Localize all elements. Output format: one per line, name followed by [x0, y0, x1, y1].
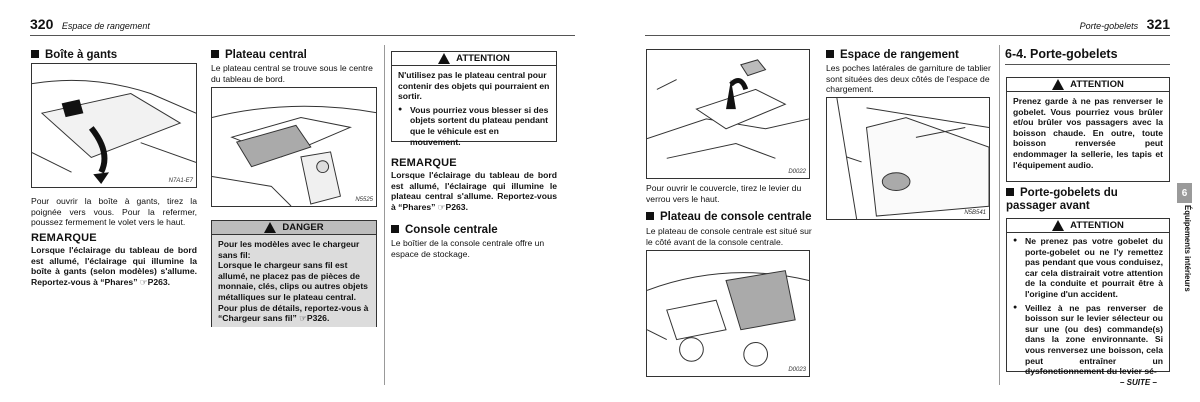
- glovebox-remark-heading: REMARQUE: [31, 232, 97, 244]
- glovebox-remark-text: Lorsque l'éclairage du tableau de bord est allumé, l'éclairage qui illumine la boîte à gants (selon modèles) s'allume. Reportez-vous à “Phares” ☞P263.: [31, 245, 197, 287]
- storage-heading: Espace de rangement: [826, 49, 959, 62]
- right-page-header: [1080, 16, 1170, 34]
- left-header-rule: [30, 35, 575, 36]
- warning-triangle-icon: [1052, 220, 1064, 231]
- console-tray-heading: Plateau de console centrale: [646, 211, 811, 224]
- cupholder-bullet-2: ● Veillez à ne pas renverser de boisson sur le levier sélecteur ou sur une (ou des) commande(s) dans la zone environnante. Si vous renversez une boisson, cela peut entraîner un dysfonctionnement du levier sé-: [1013, 303, 1163, 377]
- console-text: Le boîtier de la console centrale offre un espace de stockage.: [391, 238, 545, 259]
- right-page-title: Porte-gobelets: [1079, 21, 1139, 31]
- central-tray-illustration: N5525: [211, 87, 377, 207]
- danger-box: [211, 220, 377, 327]
- danger-header: DANGER: [212, 221, 376, 235]
- attention1-bullet: ● Vous pourriez vous blesser si des objets sortent du plateau pendant que le véhicule est en mouvement.: [398, 105, 550, 147]
- cupholders-attention-text: Prenez garde à ne pas renverser le gobelet. Vous pourriez vous brûler et/ou brûler vos passagers avec la boisson chaude. En outre, toute boisson renversée peut endommager la sellerie, les tapis et l'équipement audio.: [1013, 96, 1163, 170]
- right-page-number: 321: [1146, 16, 1170, 32]
- cupholder-bullet-1: ● Ne prenez pas votre gobelet du porte-gobelet ou ne l'y remettez pas pendant que vous conduisez, car cela distrairait votre attention de la conduite et pourrait être à l'origine d'un accident.: [1013, 236, 1163, 300]
- column-divider-right: [999, 45, 1000, 385]
- glovebox-text: Pour ouvrir la boîte à gants, tirez la poignée vers vous. Pour la refermer, poussez fermement le volet vers le haut.: [31, 196, 197, 228]
- storage-text: Les poches latérales de garniture de tablier sont situées des deux côtés de l'espace de chargement.: [826, 63, 991, 95]
- left-page-title: Espace de rangement: [61, 21, 150, 31]
- warning-triangle-icon: [264, 222, 276, 233]
- central-tray-text: Le plateau central se trouve sous le centre du tableau de bord.: [211, 63, 373, 84]
- front-cupholder-heading: Porte-gobelets du passager avant: [1006, 187, 1118, 212]
- remark2-text: Lorsque l'éclairage du tableau de bord est allumé, l'éclairage qui illumine le plateau central s'allume. Reportez-vous à “Phares” ☞P263.: [391, 170, 557, 212]
- glovebox-illustration: N7A1-E7: [31, 63, 197, 188]
- continued-footer: – SUITE –: [1120, 378, 1157, 387]
- attention-box-1: [391, 51, 557, 147]
- storage-illustration: N5B541: [826, 97, 990, 220]
- chapter-label: Équipements intérieurs: [1183, 205, 1192, 292]
- central-tray-heading: Plateau central: [211, 49, 307, 62]
- chapter-tab: 6: [1177, 183, 1192, 203]
- left-page-header: [30, 16, 150, 34]
- remark2-heading: REMARQUE: [391, 157, 457, 169]
- glovebox-heading: Boîte à gants: [31, 49, 117, 62]
- warning-triangle-icon: [438, 53, 450, 64]
- cupholders-rule: [1005, 64, 1170, 65]
- console-tray-illustration: D0023: [646, 250, 810, 377]
- left-page-number: 320: [30, 16, 54, 32]
- attention-header-1: ATTENTION: [392, 52, 556, 66]
- attention-header-3: ATTENTION: [1007, 219, 1169, 233]
- attention-box-3: [1006, 218, 1170, 377]
- attention-header-2: ATTENTION: [1007, 78, 1169, 92]
- cupholders-heading: 6-4. Porte-gobelets: [1005, 47, 1118, 61]
- attention-box-2: [1006, 77, 1170, 182]
- console-caption: Pour ouvrir le couvercle, tirez le levier du verrou vers le haut.: [646, 183, 802, 204]
- danger-text: Pour les modèles avec le chargeur sans fil: Lorsque le chargeur sans fil est allumé, ne placez pas de pièces de monnaie, clés, clips ou autres objets métalliques sur le plateau central. Pour plus de détails, reportez-vous à “Chargeur sans fil” ☞P326.: [212, 235, 376, 327]
- console-tray-text: Le plateau de console centrale est situé sur le côté avant de la console centrale.: [646, 226, 812, 247]
- console-illustration: D0022: [646, 49, 810, 179]
- right-header-rule: [645, 35, 1170, 36]
- console-heading: Console centrale: [391, 224, 498, 237]
- warning-triangle-icon: [1052, 79, 1064, 90]
- attention1-line: N'utilisez pas le plateau central pour contenir des objets qui pourraient en sortir.: [398, 70, 550, 102]
- column-divider: [384, 45, 385, 385]
